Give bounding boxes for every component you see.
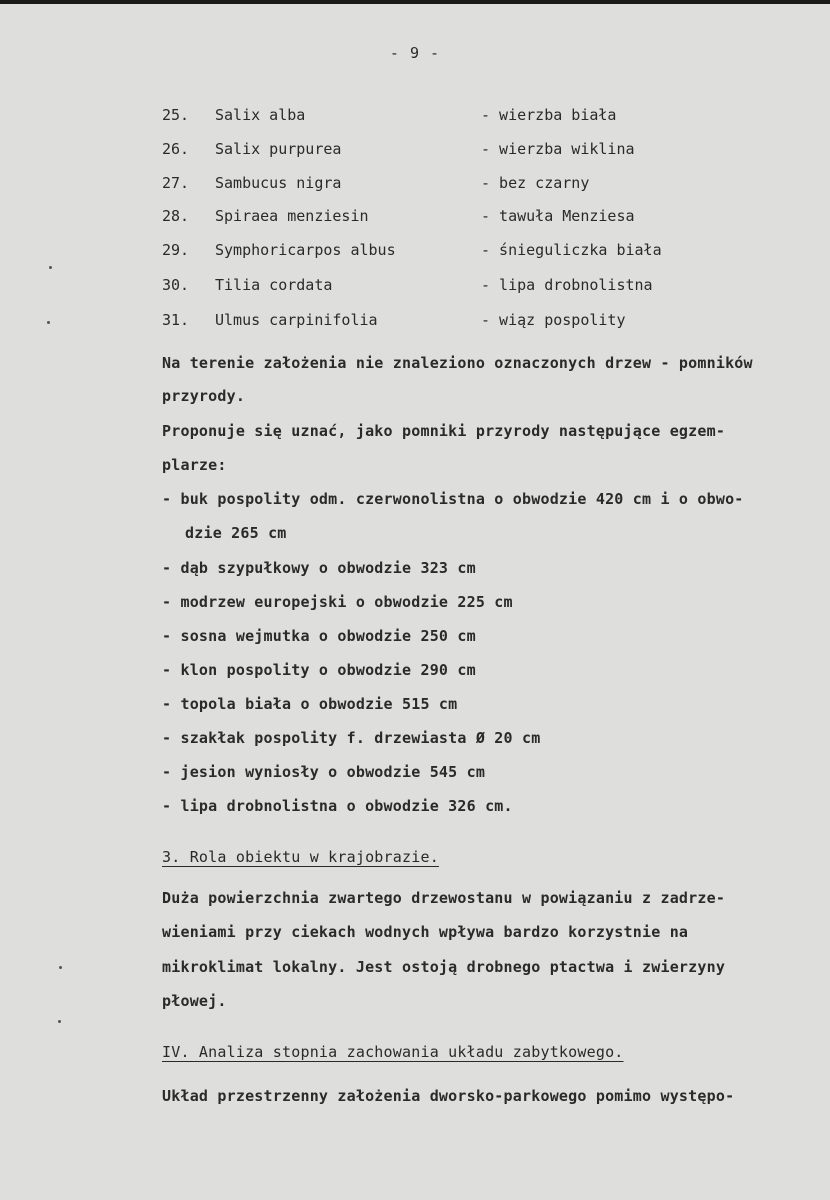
page-number: - 9 - xyxy=(389,44,441,62)
tree-list-item: - klon pospolity o obwodzie 290 cm xyxy=(162,661,476,679)
species-number: 29. xyxy=(162,241,190,259)
text-line: mikroklimat lokalny. Jest ostoją drobnego ptactwa i zwierzyny xyxy=(162,958,726,976)
tree-list-item-continued: dzie 265 cm xyxy=(185,524,287,542)
text-line: Na terenie założenia nie znaleziono oznaczonych drzew - pomników xyxy=(162,354,753,372)
species-latin-name: Spiraea menziesin xyxy=(215,207,369,225)
species-number: 31. xyxy=(162,311,190,329)
margin-speck xyxy=(49,266,52,269)
text-line: plarze: xyxy=(162,456,227,474)
species-number: 27. xyxy=(162,174,190,192)
species-latin-name: Tilia cordata xyxy=(215,276,333,294)
text-line: Duża powierzchnia zwartego drzewostanu w powiązaniu z zadrze- xyxy=(162,889,726,907)
species-polish-name: - śnieguliczka biała xyxy=(481,241,662,259)
tree-list-item: - szakłak pospolity f. drzewiasta Ø 20 cm xyxy=(162,729,541,747)
tree-list-item: - modrzew europejski o obwodzie 225 cm xyxy=(162,593,513,611)
text-line: przyrody. xyxy=(162,387,246,405)
species-latin-name: Salix purpurea xyxy=(215,140,342,158)
species-polish-name: - wiąz pospolity xyxy=(481,311,626,329)
tree-list-item: - jesion wyniosły o obwodzie 545 cm xyxy=(162,763,486,781)
text-line: Proponuje się uznać, jako pomniki przyrody następujące egzem- xyxy=(162,422,726,440)
text-line: płowej. xyxy=(162,992,227,1010)
margin-speck xyxy=(58,1020,61,1023)
species-latin-name: Ulmus carpinifolia xyxy=(215,311,378,329)
species-polish-name: - bez czarny xyxy=(481,174,590,192)
text-line: Układ przestrzenny założenia dworsko-parkowego pomimo występo- xyxy=(162,1087,735,1105)
text-line: wieniami przy ciekach wodnych wpływa bardzo korzystnie na xyxy=(162,923,689,941)
species-number: 28. xyxy=(162,207,190,225)
species-number: 26. xyxy=(162,140,190,158)
section-heading: IV. Analiza stopnia zachowania układu zabytkowego. xyxy=(162,1043,624,1061)
species-latin-name: Salix alba xyxy=(215,106,306,124)
species-polish-name: - tawuła Menziesa xyxy=(481,207,635,225)
species-polish-name: - lipa drobnolistna xyxy=(481,276,653,294)
tree-list-item: - dąb szypułkowy o obwodzie 323 cm xyxy=(162,559,476,577)
species-latin-name: Symphoricarpos albus xyxy=(215,241,396,259)
species-number: 30. xyxy=(162,276,190,294)
tree-list-item: - topola biała o obwodzie 515 cm xyxy=(162,695,458,713)
section-heading: 3. Rola obiektu w krajobrazie. xyxy=(162,848,439,866)
margin-speck xyxy=(47,321,50,324)
scan-top-edge xyxy=(0,0,830,4)
species-polish-name: - wierzba wiklina xyxy=(481,140,635,158)
margin-speck xyxy=(59,966,62,969)
species-number: 25. xyxy=(162,106,190,124)
tree-list-item: - sosna wejmutka o obwodzie 250 cm xyxy=(162,627,476,645)
species-latin-name: Sambucus nigra xyxy=(215,174,342,192)
tree-list-item: - buk pospolity odm. czerwonolistna o obwodzie 420 cm i o obwo- xyxy=(162,490,744,508)
species-polish-name: - wierzba biała xyxy=(481,106,617,124)
tree-list-item: - lipa drobnolistna o obwodzie 326 cm. xyxy=(162,797,513,815)
